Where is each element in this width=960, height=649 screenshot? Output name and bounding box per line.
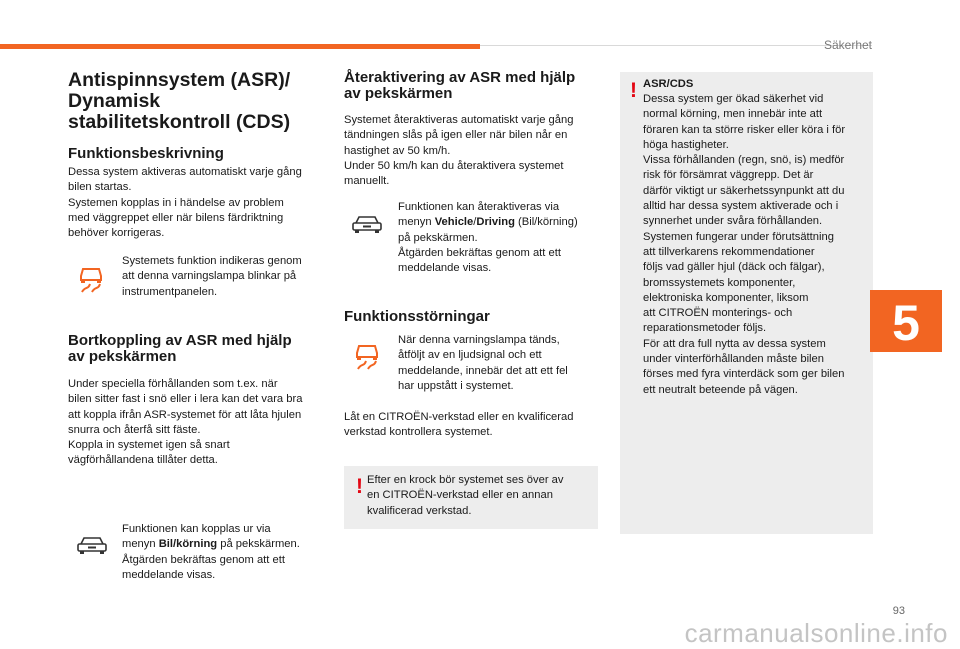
paragraph-function: Dessa system aktiveras automatiskt varje gång bilen startas. Systemen kopplas in i händelse av problem med väggreppet eller när bilens färdriktning behöver korrigeras. bbox=[68, 166, 302, 240]
heading-reactivate: Återaktivering av ASR med hjälp av pekskärmen bbox=[344, 69, 576, 102]
page-title: Antispinnsystem (ASR)/ Dynamisk stabilitetskontroll (CDS) bbox=[68, 69, 291, 133]
paragraph-reactivate: Systemet återaktiveras automatiskt varje gång tändningen slås på igen eller när bilen når en hastighet av 50 km/h. Under 50 km/h kan du återaktivera systemet manuellt. bbox=[344, 114, 574, 188]
heading-disable: Bortkoppling av ASR med hjälp av pekskärmen bbox=[68, 332, 292, 365]
watermark: carmanualsonline.info bbox=[684, 618, 948, 648]
note-crash-text: Efter en krock bör systemet ses över av en CITROËN-verkstad eller en annan kvalificerad verkstad. bbox=[367, 474, 564, 517]
header-rule bbox=[480, 45, 872, 46]
menu-path-label: Driving bbox=[476, 216, 515, 229]
menu-path-label: Vehicle bbox=[434, 216, 474, 229]
heading-faults: Funktionsstörningar bbox=[344, 308, 490, 325]
paragraph-reactivate-menu: Funktionen kan återaktiveras via menyn Vehicle/Driving (Bil/körning) på pekskärmen. Åtgärden bekräftas genom att ett meddelande visas. bbox=[398, 201, 578, 275]
chapter-tab bbox=[870, 290, 942, 352]
skid-warning-icon bbox=[76, 264, 106, 294]
heading-function: Funktionsbeskrivning bbox=[68, 145, 224, 162]
paragraph-workshop: Låt en CITROËN-verkstad eller en kvalificerad verkstad kontrollera systemet. bbox=[344, 411, 574, 439]
header-accent-bar bbox=[0, 44, 480, 49]
skid-warning-icon bbox=[352, 341, 382, 371]
paragraph-fault-light: När denna varningslampa tänds, åtföljt av en ljudsignal och ett meddelande, innebär det att ett fel har uppstått i systemet. bbox=[398, 334, 568, 392]
car-icon bbox=[75, 535, 109, 557]
exclamation-icon: ! bbox=[630, 79, 637, 102]
exclamation-icon: ! bbox=[356, 475, 363, 498]
note-box-crash bbox=[344, 466, 598, 529]
note-body: Dessa system ger ökad säkerhet vid normal körning, men innebär inte att föraren kan ta större risker eller köra i för höga hastigheter. Vissa förhållanden (regn, snö, is) medför risk för försämrat väggrepp. Det är därför viktigt ur säkerhetssynpunkt att du alltid har dessa system aktiverade och i synnerhet under svåra förhållanden. Systemen fungerar under förutsättning att tillverkarens rekommendationer följs vad gäller hjul (däck och fälgar), bromssystemets komponenter, elektroniska komponenter, liksom att CITROËN monterings- och reparationsmetoder följs. För att dra full nytta av dessa system under vinterförhållanden måste bilen förses med fyra vinterdäck som ger bilen ett neutralt beteende på vägen. bbox=[643, 93, 846, 396]
car-icon bbox=[350, 214, 384, 236]
section-title: Säkerhet bbox=[823, 38, 872, 52]
paragraph-warning-light: Systemets funktion indikeras genom att denna varningslampa blinkar på instrumentpanelen. bbox=[122, 255, 302, 298]
menu-path-label: Bil/körning bbox=[158, 538, 218, 551]
note-title: ASR/CDS bbox=[643, 78, 694, 90]
note-box-asr-cds bbox=[620, 72, 873, 534]
paragraph-disable: Under speciella förhållanden som t.ex. när bilen sitter fast i snö eller i lera kan det vara bra att koppla ifrån ASR-systemet för att låta hjulen snurra och återfå sitt fäste. Koppla in systemet igen så snart vägförhållandena tillåter detta. bbox=[68, 378, 303, 467]
page-number: 93 bbox=[892, 605, 905, 617]
paragraph-disable-menu: Funktionen kan kopplas ur via menyn Bil/körning på pekskärmen. Åtgärden bekräftas genom att ett meddelande visas. bbox=[122, 523, 300, 581]
chapter-number: 5 bbox=[892, 295, 920, 351]
